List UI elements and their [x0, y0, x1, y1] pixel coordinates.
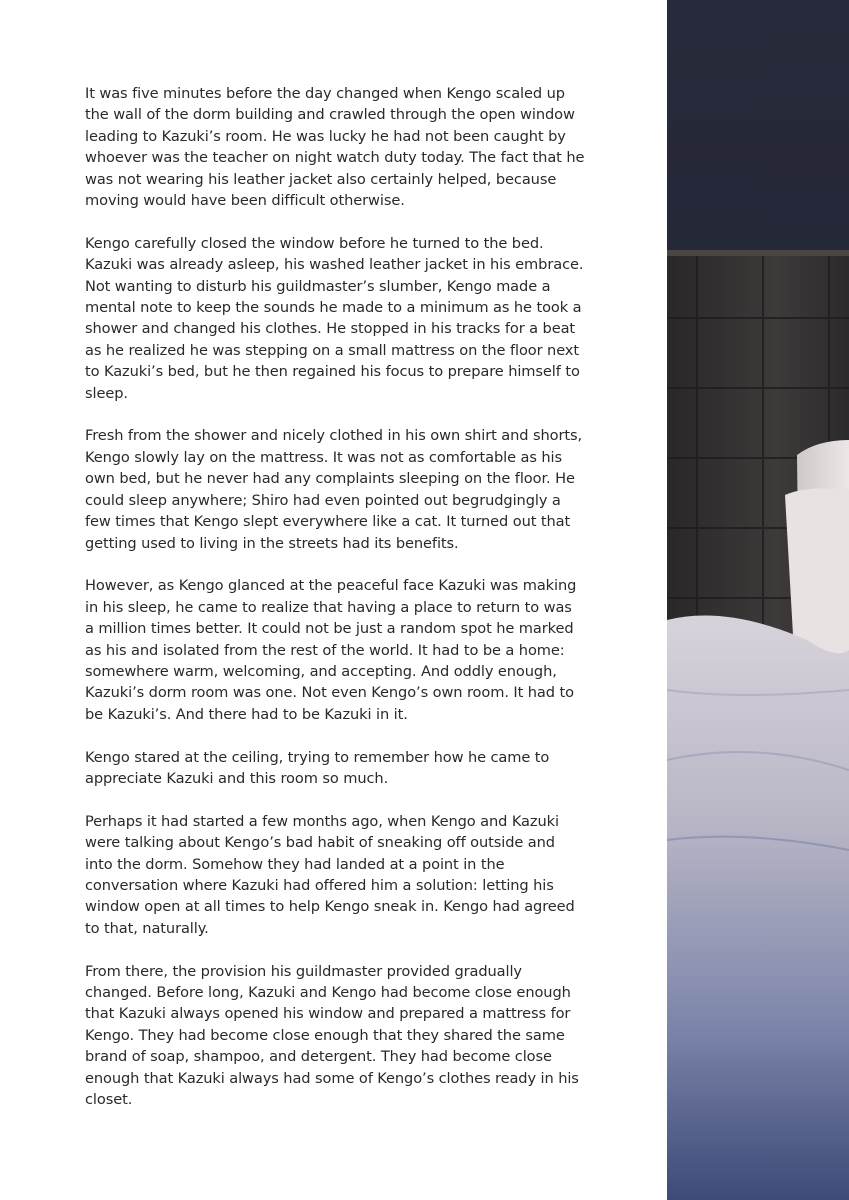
story-text: [85, 83, 585, 1132]
paragraph: Kengo stared at the ceiling, trying to remember how he came to appreciate Kazuki and this room so much.: [85, 748, 550, 787]
paragraph: Kengo carefully closed the window before he turned to the bed. Kazuki was already asleep, his washed leather jacket in his embrace. Not wanting to disturb his guildmaster’s slumber, Kengo made a mental note to keep the sounds he made to a minimum as he took a shower and changed his clothes. He stopped in his tracks for a beat as he realized he was stepping on a small mattress on the floor next to Kazuki’s bed, but he then regained his focus to prepare himself to sleep.: [85, 234, 584, 402]
paragraph: From there, the provision his guildmaster provided gradually changed. Before long, Kazuki and Kengo had become close enough that Kazuki always opened his window and prepared a mattress for Kengo. They had become close enough that they shared the same brand of soap, shampoo, and detergent. They had become close enough that Kazuki always had some of Kengo’s clothes ready in his closet.: [85, 962, 579, 1108]
paragraph: It was five minutes before the day changed when Kengo scaled up the wall of the dorm building and crawled through the open window leading to Kazuki’s room. He was lucky he had not been caught by whoever was the teacher on night watch duty today. The fact that he was not wearing his leather jacket also certainly helped, because moving would have been difficult otherwise.: [85, 85, 585, 210]
paragraph: Perhaps it had started a few months ago, when Kengo and Kazuki were talking about Kengo’s bad habit of sneaking off outside and into the dorm. Somehow they had landed at a point in the conversation where Kazuki had offered him a solution: letting his window open at all times to help Kengo sneak in. Kengo had agreed to that, naturally.: [85, 812, 575, 937]
bed-photo: [667, 0, 849, 1200]
paragraph: However, as Kengo glanced at the peaceful face Kazuki was making in his sleep, he came to realize that having a place to return to was a million times better. It could not be just a random spot he marked as his and isolated from the rest of the world. It had to be a home: somewhere warm, welcoming, and accepting. And oddly enough, Kazuki’s dorm room was one. Not even Kengo’s own room. It had to be Kazuki’s. And there had to be Kazuki in it.: [85, 577, 577, 723]
paragraph: Fresh from the shower and nicely clothed in his own shirt and shorts, Kengo slowly lay on the mattress. It was not as comfortable as his own bed, but he never had any complaints sleeping on the floor. He could sleep anywhere; Shiro had even pointed out begrudgingly a few times that Kengo slept everywhere like a cat. It turned out that getting used to living in the streets had its benefits.: [85, 427, 583, 552]
